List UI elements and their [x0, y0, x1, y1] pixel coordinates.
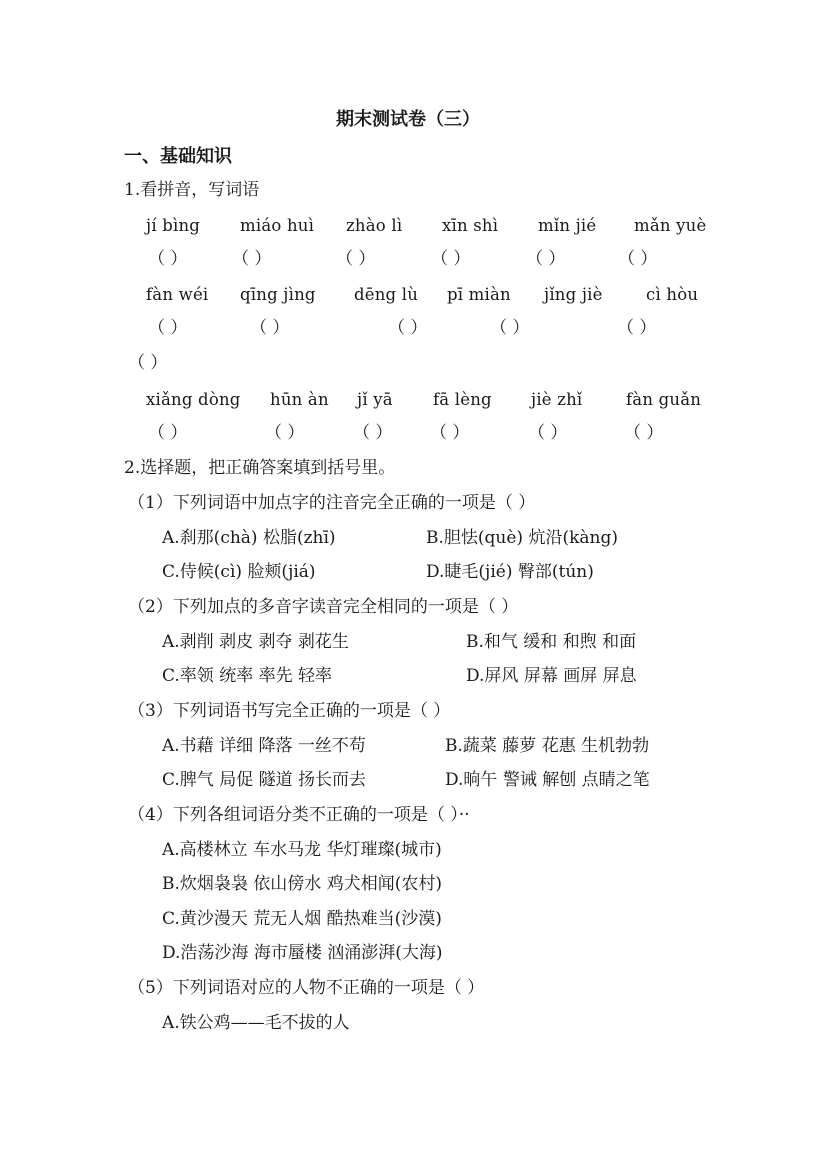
- pinyin-item: mǎn yuè: [634, 216, 707, 235]
- answer-blank[interactable]: （ ）: [617, 318, 657, 338]
- answer-blank[interactable]: （ ）: [128, 353, 168, 373]
- page-title: 期末测试卷（三）: [336, 109, 480, 130]
- answer-blank[interactable]: （ ）: [431, 249, 471, 269]
- answer-blank[interactable]: （ ）: [232, 249, 272, 269]
- option-b[interactable]: B.胆怯(què) 炕沿(kàng): [426, 528, 618, 548]
- subquestion-stem: （1）下列词语中加点字的注音完全正确的一项是（ ）: [128, 493, 536, 513]
- subquestion-stem: （3）下列词语书写完全正确的一项是（ ）: [128, 701, 451, 721]
- answer-blank[interactable]: （ ）: [148, 423, 188, 443]
- answer-blank[interactable]: （ ）: [336, 249, 376, 269]
- pinyin-item: qīng jìng: [240, 285, 316, 304]
- option-d[interactable]: D.浩荡沙海 海市蜃楼 汹涌澎湃(大海): [162, 943, 443, 963]
- option-a[interactable]: A.刹那(chà) 松脂(zhī): [162, 528, 336, 548]
- answer-blank[interactable]: （ ）: [526, 249, 566, 269]
- pinyin-item: fā lèng: [433, 390, 492, 409]
- answer-blank[interactable]: （ ）: [148, 249, 188, 269]
- pinyin-item: xīn shì: [442, 216, 499, 235]
- pinyin-item: hūn àn: [270, 390, 329, 409]
- option-b[interactable]: B.蔬菜 藤萝 花惠 生机勃勃: [445, 736, 650, 756]
- option-d[interactable]: D.睫毛(jié) 臀部(tún): [426, 562, 594, 582]
- option-d[interactable]: D.晌午 警诫 解刨 点睛之笔: [445, 770, 650, 790]
- subquestion-stem: （5）下列词语对应的人物不正确的一项是（ ）: [128, 978, 485, 998]
- question-1-prompt: 1.看拼音，写词语: [124, 180, 260, 200]
- pinyin-item: cì hòu: [646, 285, 699, 304]
- option-a[interactable]: A.高楼林立 车水马龙 华灯璀璨(城市): [162, 840, 442, 860]
- pinyin-item: jǐ yā: [357, 390, 393, 409]
- pinyin-item: jí bìng: [146, 216, 201, 235]
- subquestion-stem: （2）下列加点的多音字读音完全相同的一项是（ ）: [128, 597, 519, 617]
- pinyin-item: dēng lù: [354, 285, 419, 304]
- pinyin-item: jiè zhǐ: [531, 390, 583, 409]
- answer-blank[interactable]: （ ）: [388, 318, 428, 338]
- pinyin-item: mǐn jié: [538, 216, 597, 235]
- pinyin-item: pī miàn: [447, 285, 511, 304]
- question-2-prompt: 2.选择题，把正确答案填到括号里。: [124, 458, 396, 478]
- answer-blank[interactable]: （ ）: [490, 318, 530, 338]
- pinyin-item: jǐng jiè: [544, 285, 603, 304]
- pinyin-item: fàn wéi: [146, 285, 209, 304]
- answer-blank[interactable]: （ ）: [353, 423, 393, 443]
- option-b[interactable]: B.炊烟袅袅 依山傍水 鸡犬相闻(农村): [162, 874, 442, 894]
- answer-blank[interactable]: （ ）: [430, 423, 470, 443]
- answer-blank[interactable]: （ ）: [618, 249, 658, 269]
- answer-blank[interactable]: （ ）: [624, 423, 664, 443]
- option-a[interactable]: A.剥削 剥皮 剥夺 剥花生: [162, 632, 349, 652]
- pinyin-item: fàn guǎn: [626, 390, 702, 409]
- answer-blank[interactable]: （ ）: [528, 423, 568, 443]
- option-a[interactable]: A.书藉 详细 降落 一丝不苟: [162, 736, 366, 756]
- option-b[interactable]: B.和气 缓和 和煦 和面: [466, 632, 637, 652]
- option-c[interactable]: C.脾气 局促 隧道 扬长而去: [162, 770, 367, 790]
- option-c[interactable]: C.率领 统率 率先 轻率: [162, 666, 333, 686]
- option-a[interactable]: A.铁公鸡——毛不拔的人: [162, 1013, 350, 1033]
- pinyin-item: xiǎng dòng: [146, 390, 241, 409]
- option-c[interactable]: C.侍候(cì) 脸颊(jiá): [162, 562, 316, 582]
- subquestion-stem: （4）下列各组词语分类不正确的一项是（ ）··: [128, 805, 470, 825]
- section-heading: 一、基础知识: [124, 146, 232, 167]
- answer-blank[interactable]: （ ）: [265, 423, 305, 443]
- answer-blank[interactable]: （ ）: [250, 318, 290, 338]
- option-d[interactable]: D.屏风 屏幕 画屏 屏息: [466, 666, 637, 686]
- pinyin-item: zhào lì: [346, 216, 403, 235]
- option-c[interactable]: C.黄沙漫天 荒无人烟 酷热难当(沙漠): [162, 909, 442, 929]
- answer-blank[interactable]: （ ）: [148, 318, 188, 338]
- pinyin-item: miáo huì: [240, 216, 315, 235]
